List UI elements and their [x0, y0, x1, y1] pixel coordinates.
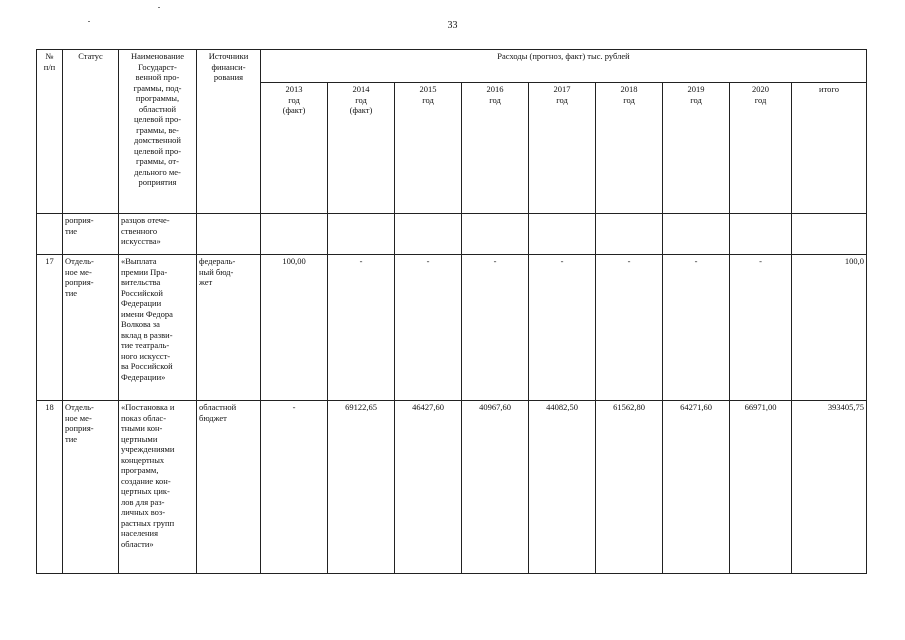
cell-value: - [596, 255, 663, 401]
header-year: 2016 год [462, 83, 529, 214]
cell-empty [730, 214, 792, 255]
cell-value: - [328, 255, 395, 401]
cell-value: 66971,00 [730, 401, 792, 574]
budget-table [36, 49, 867, 574]
cell-num: 17 [37, 255, 63, 401]
cell-value: 64271,60 [663, 401, 730, 574]
cell-status: роприя- тие [63, 214, 119, 255]
header-year: 2020 год [730, 83, 792, 214]
cell-value: 69122,65 [328, 401, 395, 574]
cell-status: Отдель- ное ме- роприя- тие [63, 401, 119, 574]
cell-empty [328, 214, 395, 255]
cell-name: «Постановка и показ облас- тными кон- цертными учреждениями концертных программ, создание кон- цертных цик- лов для раз- личных воз- растных групп населения области» [119, 401, 197, 574]
cell-value: - [462, 255, 529, 401]
cell-empty [792, 214, 867, 255]
scan-speck [88, 21, 90, 22]
cell-value: 44082,50 [529, 401, 596, 574]
header-year: 2015 год [395, 83, 462, 214]
header-source: Источники финанси- рования [197, 50, 261, 214]
cell-value: 100,00 [261, 255, 328, 401]
header-year: 2017 год [529, 83, 596, 214]
cell-num: 18 [37, 401, 63, 574]
header-status: Статус [63, 50, 119, 214]
header-row [37, 50, 867, 83]
cell-source: областной бюджет [197, 401, 261, 574]
header-year: 2013 год (факт) [261, 83, 328, 214]
header-total: итого [792, 83, 867, 214]
header-year: 2014 год (факт) [328, 83, 395, 214]
cell-name: «Выплата премии Пра- вительства Российской Федерации имени Федора Волкова за вклад в разви- тие театраль- ного искусст- ва Российской Федерации» [119, 255, 197, 401]
page-number: 33 [447, 20, 458, 31]
cell-name: разцов отече- ственного искусства» [119, 214, 197, 255]
cell-value: 61562,80 [596, 401, 663, 574]
continuation-row [37, 214, 867, 255]
cell-value: 40967,60 [462, 401, 529, 574]
table-row [37, 401, 867, 574]
cell-total: 100,0 [792, 255, 867, 401]
cell-source: федераль- ный бюд- жет [197, 255, 261, 401]
cell-empty [462, 214, 529, 255]
header-year: 2018 год [596, 83, 663, 214]
cell-total: 393405,75 [792, 401, 867, 574]
cell-value: - [663, 255, 730, 401]
header-expenses: Расходы (прогноз, факт) тыс. рублей [261, 50, 867, 83]
table-row [37, 255, 867, 401]
cell-value: - [730, 255, 792, 401]
cell-empty [663, 214, 730, 255]
cell-empty [261, 214, 328, 255]
cell-value: 46427,60 [395, 401, 462, 574]
header-year: 2019 год [663, 83, 730, 214]
cell-value: - [261, 401, 328, 574]
header-name: Наименование Государст- венной про- граммы, под- программы, областной целевой про- граммы, ве- домственной целевой про- граммы, от- дельного ме- роприятия [119, 50, 197, 214]
scan-speck [158, 7, 160, 8]
cell-empty [395, 214, 462, 255]
header-num: № п/п [37, 50, 63, 214]
cell-empty [596, 214, 663, 255]
cell-value: - [395, 255, 462, 401]
cell-empty [37, 214, 63, 255]
cell-empty [529, 214, 596, 255]
cell-value: - [529, 255, 596, 401]
cell-status: Отдель- ное ме- роприя- тие [63, 255, 119, 401]
cell-empty [197, 214, 261, 255]
